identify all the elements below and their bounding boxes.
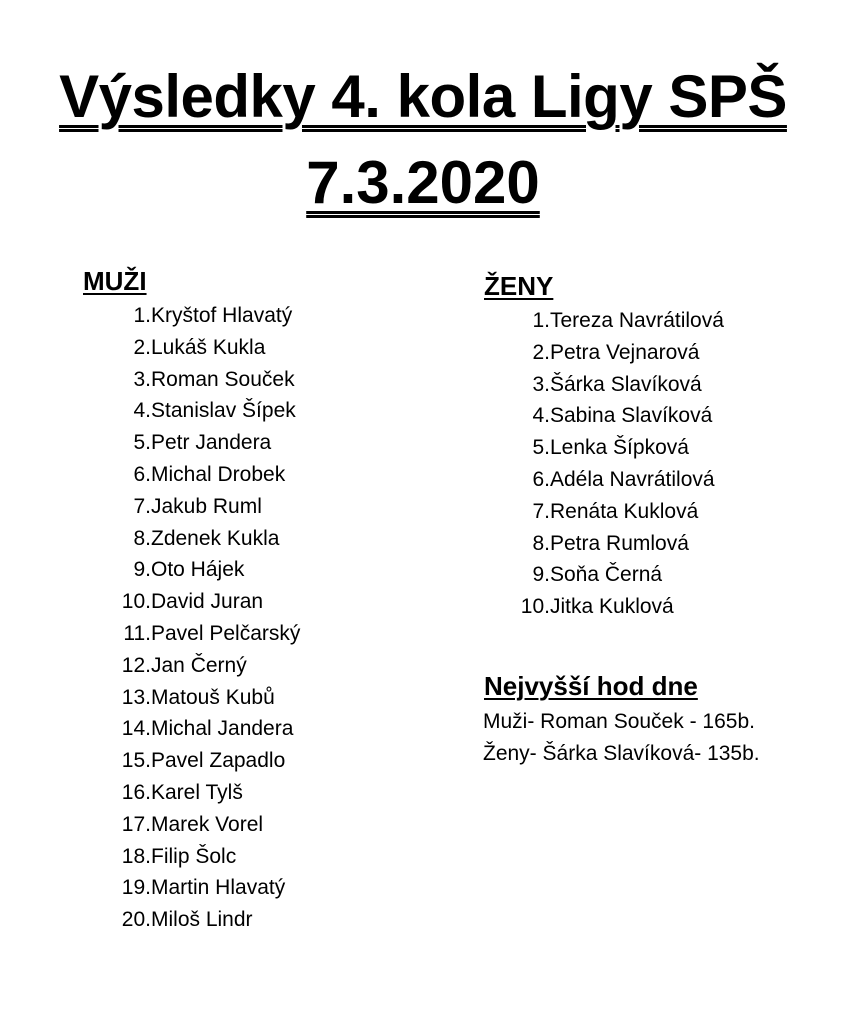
page-title (0, 62, 846, 132)
ranking-item (516, 337, 724, 369)
rank-number: 14. (121, 717, 151, 741)
ranking-item (117, 491, 300, 523)
event-date (0, 148, 846, 218)
rank-number: 15. (121, 749, 151, 773)
rank-number: 3. (532, 372, 550, 396)
rank-number: 5. (133, 431, 151, 455)
rank-number: 1. (133, 304, 151, 327)
competitor-name: Lenka Šípková (550, 436, 689, 460)
ranking-item (117, 745, 300, 777)
competitor-name: Kryštof Hlavatý (151, 304, 293, 327)
ranking-item (516, 591, 724, 623)
rank-number: 8. (532, 531, 550, 555)
competitor-name: Oto Hájek (151, 558, 245, 582)
competitor-name: Matouš Kubů (151, 685, 275, 709)
ranking-item (117, 523, 300, 555)
competitor-name: Adéla Navrátilová (550, 467, 715, 491)
rank-number: 8. (133, 526, 151, 550)
ranking-item (117, 395, 300, 427)
competitor-name: Michal Jandera (151, 717, 294, 741)
best-throw-results (483, 706, 760, 770)
ranking-item (117, 809, 300, 841)
rank-number: 7. (532, 499, 550, 523)
competitor-name: Zdenek Kukla (151, 526, 280, 550)
ranking-item (516, 559, 724, 591)
rank-number: 20. (121, 908, 151, 932)
competitor-name: Marek Vorel (151, 812, 264, 836)
rank-number: 16. (121, 780, 151, 804)
ranking-item (516, 400, 724, 432)
competitor-name: David Juran (151, 590, 264, 614)
rank-number: 9. (133, 558, 151, 582)
competitor-name: Renáta Kuklová (550, 499, 699, 523)
rank-number: 13. (121, 685, 151, 709)
rank-number: 11. (123, 621, 151, 645)
ranking-item (516, 528, 724, 560)
competitor-name: Filip Šolc (151, 844, 237, 868)
ranking-item (117, 427, 300, 459)
ranking-item (117, 554, 300, 586)
best-throw-heading: Nejvyšší hod dne (484, 671, 698, 701)
rank-number: 2. (532, 340, 550, 364)
ranking-item (117, 904, 300, 936)
competitor-name: Jitka Kuklová (550, 595, 674, 619)
ranking-item (117, 777, 300, 809)
competitor-name: Martin Hlavatý (151, 876, 286, 900)
ranking-item (117, 713, 300, 745)
competitor-name: Tereza Navrátilová (550, 309, 724, 332)
ranking-item (117, 586, 300, 618)
page-title-text: Výsledky 4. kola Ligy SPŠ (59, 63, 787, 130)
competitor-name: Petra Vejnarová (550, 340, 700, 364)
competitor-name: Miloš Lindr (151, 908, 253, 932)
rank-number: 19. (121, 876, 151, 900)
rank-number: 5. (532, 436, 550, 460)
competitor-name: Jan Černý (151, 653, 247, 677)
ranking-item (117, 841, 300, 873)
ranking-item (516, 305, 724, 337)
women-heading: ŽENY (484, 271, 554, 301)
women-ranking-list (516, 305, 724, 623)
rank-number: 3. (133, 367, 151, 391)
ranking-item (117, 459, 300, 491)
competitor-name: Roman Souček (151, 367, 295, 391)
ranking-item (117, 332, 300, 364)
ranking-item (516, 496, 724, 528)
competitor-name: Lukáš Kukla (151, 335, 266, 359)
ranking-item (117, 682, 300, 714)
rank-number: 10. (520, 595, 550, 619)
ranking-item (117, 300, 300, 332)
best-throw-women: Ženy- Šárka Slavíková- 135b. (483, 742, 760, 765)
competitor-name: Karel Tylš (151, 780, 243, 804)
rank-number: 9. (532, 563, 550, 587)
competitor-name: Stanislav Šípek (151, 399, 296, 423)
rank-number: 6. (532, 467, 550, 491)
event-date-text: 7.3.2020 (306, 149, 540, 216)
competitor-name: Šárka Slavíková (550, 372, 702, 396)
ranking-item (117, 872, 300, 904)
competitor-name: Petra Rumlová (550, 531, 689, 555)
rank-number: 6. (133, 462, 151, 486)
rank-number: 2. (133, 335, 151, 359)
rank-number: 10. (121, 590, 151, 614)
competitor-name: Jakub Ruml (151, 494, 262, 518)
ranking-item (117, 618, 300, 650)
rank-number: 12. (121, 653, 151, 677)
ranking-item (516, 464, 724, 496)
competitor-name: Sabina Slavíková (550, 404, 713, 428)
competitor-name: Pavel Zapadlo (151, 749, 286, 773)
competitor-name: Michal Drobek (151, 462, 286, 486)
best-throw-men: Muži- Roman Souček - 165b. (483, 710, 755, 733)
ranking-item (117, 364, 300, 396)
competitor-name: Pavel Pelčarský (151, 621, 301, 645)
rank-number: 18. (121, 844, 151, 868)
ranking-item (117, 650, 300, 682)
competitor-name: Soňa Černá (550, 563, 663, 587)
men-heading: MUŽI (83, 266, 147, 296)
competitor-name: Petr Jandera (151, 431, 272, 455)
ranking-item (516, 432, 724, 464)
ranking-item (516, 369, 724, 401)
rank-number: 17. (121, 812, 151, 836)
men-ranking-list (117, 300, 300, 936)
rank-number: 4. (532, 404, 550, 428)
rank-number: 4. (133, 399, 151, 423)
rank-number: 7. (133, 494, 151, 518)
rank-number: 1. (532, 309, 550, 332)
